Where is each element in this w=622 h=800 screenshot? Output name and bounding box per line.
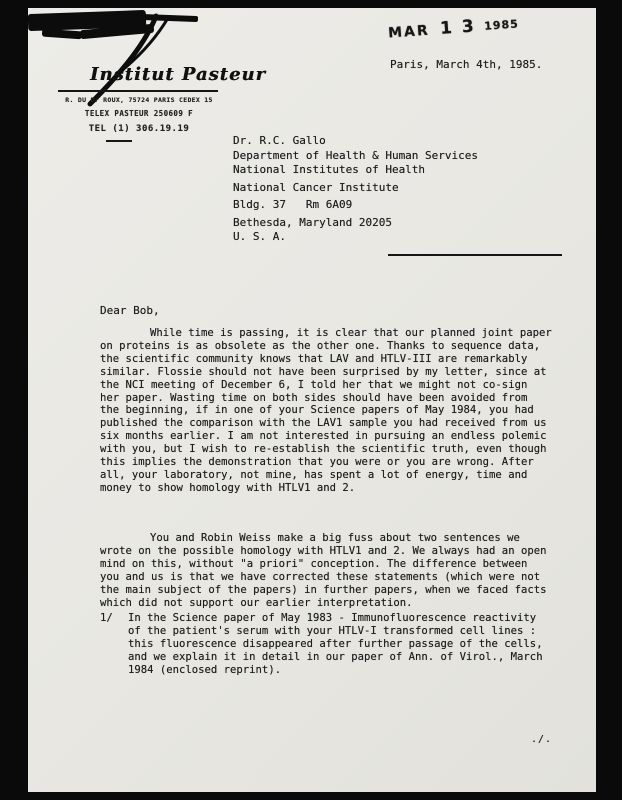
letterhead-address: R. DU Dr ROUX, 75724 PARIS CEDEX 15 <box>65 96 213 104</box>
letterhead-phone: TEL (1) 306.19.19 <box>88 124 190 134</box>
recipient-line: Department of Health & Human Services <box>233 148 479 162</box>
recipient-line: Dr. R.C. Gallo <box>233 134 326 147</box>
letterhead-phone-underline <box>106 140 132 142</box>
body-paragraph-2: You and Robin Weiss make a big fuss about two sentences we wrote on the possible homology with HTLV1 and 2. We always had an open mind on this, without "a priori" conception. The difference between you and us is that we have corrected these statements (which were not the main subject of the papers) in further papers, when we faced facts which did not support our earlier interpretation. <box>100 532 547 609</box>
ink-scribble <box>140 14 198 22</box>
letterhead-flourish-line <box>58 90 218 92</box>
letterhead-telex: TELEX PASTEUR 250609 F <box>84 109 194 118</box>
body-paragraph-1: While time is passing, it is clear that our planned joint paper on proteins is as obsolete as the other one. Thanks to sequence data, the scientific community knows that LAV and HTLV-III are remarkably similar. Flossie should not have been surprised by my letter, since at the NCI meeting of December 6, I told her that we might not co-sign her paper. Wasting time on both sides should have been avoided from the beginning, if in one of your Science papers of May 1984, you had published the comparison with the LAV1 sample you had received from us six months earlier. I am not interested in pursuing an endless polemic with you, but I wish to re-establish the scientific truth, even though this implies the demonstration that you were or you are wrong. After all, your laboratory, not mine, has spent a lot of energy, time and money to show homology with HTLV1 and 2. <box>100 327 552 494</box>
letterhead-name: Institut Pasteur <box>90 64 266 85</box>
recipient-line: Bldg. 37 Rm 6A09 <box>233 198 353 211</box>
recipient-line: National Cancer Institute <box>233 180 399 194</box>
recipient-line: U. S. A. <box>233 230 286 243</box>
recipient-line: Bethesda, Maryland 20205 <box>233 215 392 229</box>
list-item-marker: 1/ <box>100 612 113 624</box>
stamp-year: 1985 <box>483 17 520 33</box>
stamp-day: 1 3 <box>439 16 477 39</box>
date-line: Paris, March 4th, 1985. <box>390 58 543 71</box>
received-date-stamp <box>387 13 519 42</box>
stamp-month: MAR <box>387 22 431 42</box>
list-item-text: In the Science paper of May 1983 - Immunofluorescence reactivity of the patient's serum with your HTLV-I transformed cell lines : this fluorescence disappeared after further passage of the cells, and we explain it in detail in our paper of Ann. of Virol., March 1984 (enclosed reprint). <box>128 612 543 676</box>
address-divider-line <box>388 254 562 256</box>
recipient-line: National Institutes of Health <box>233 163 426 176</box>
continuation-mark: ./. <box>531 734 553 745</box>
ink-scribble <box>42 29 82 40</box>
salutation: Dear Bob, <box>100 304 160 317</box>
recipient-address-block <box>233 134 478 245</box>
numbered-item-1 <box>100 612 552 677</box>
letter-page <box>28 8 596 792</box>
